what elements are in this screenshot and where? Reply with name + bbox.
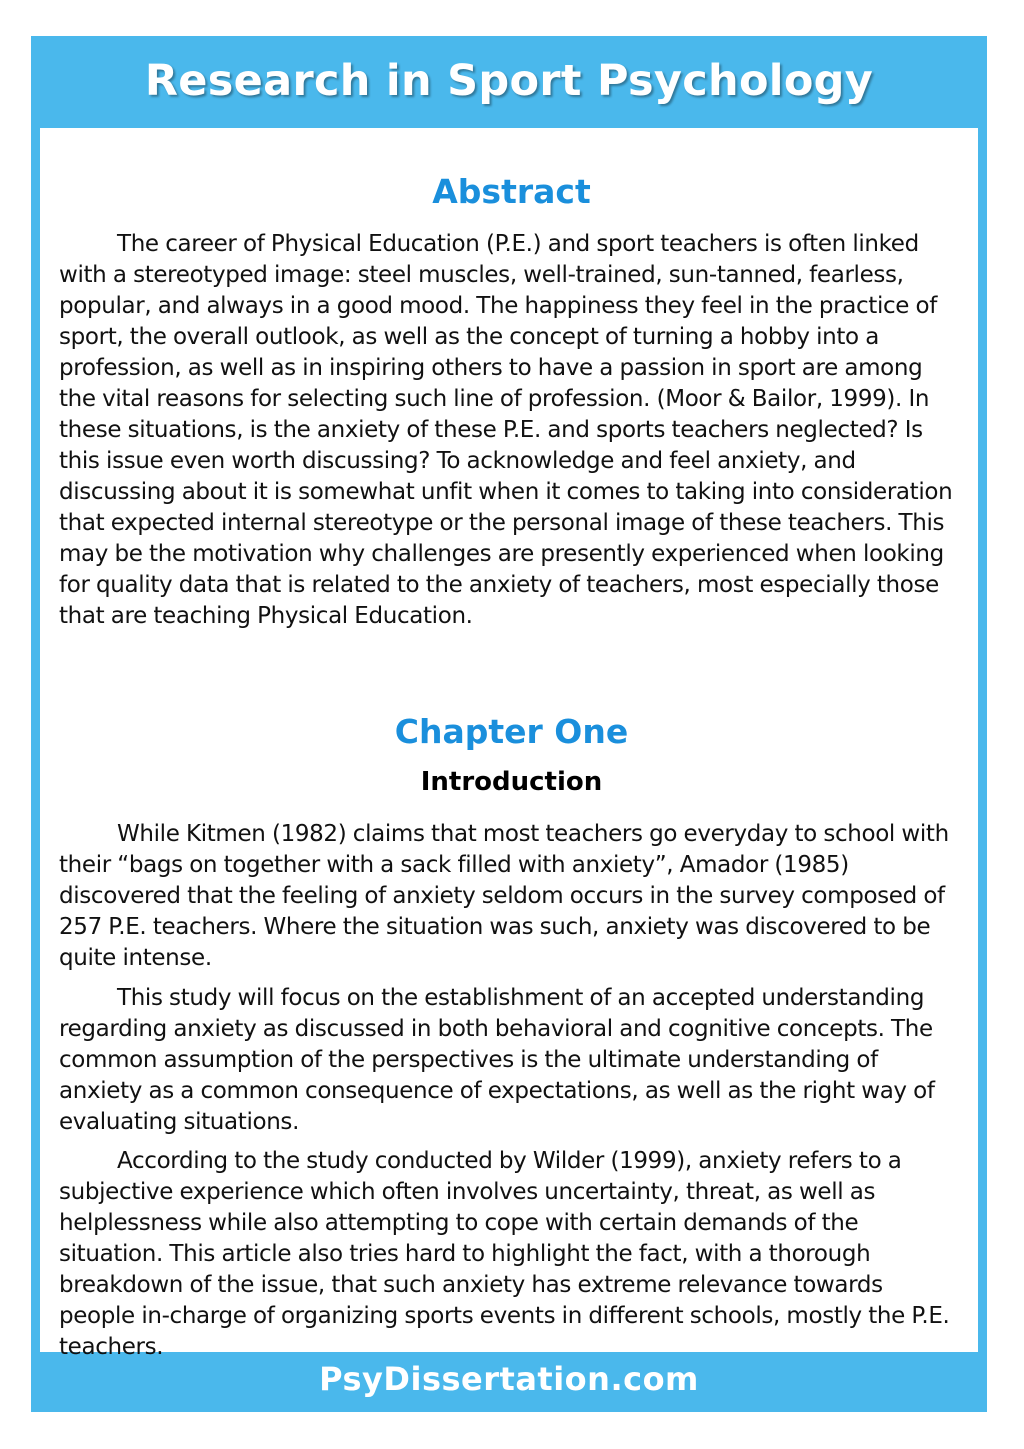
page-title: Research in Sport Psychology xyxy=(144,56,874,106)
abstract-paragraph: The career of Physical Education (P.E.) and sport teachers is often linked with a stereotyped image: steel muscles, well-trained, sun-tanned, fearless, popular, and always in a good mood. The happiness they feel in the practice of sport, the overall outlook, as well as the concept of turning a hobby into a profession, as well as in inspiring others to have a passion in sport are among the vital reasons for selecting such line of profession. (Moor & Bailor, 1999). In these situations, is the anxiety of these P.E. and sports teachers neglected? Is this issue even worth discussing? To acknowledge and feel anxiety, and discussing about it is somewhat unfit when it comes to taking into consideration that expected internal stereotype or the personal image of these teachers. This may be the motivation why challenges are presently experienced when looking for quality data that is related to the anxiety of teachers, most especially those that are teaching Physical Education. xyxy=(59,231,953,629)
footer-band xyxy=(31,1352,987,1412)
intro-paragraph-2: This study will focus on the establishment of an accepted understanding regarding anxiety as discussed in both behavioral and cognitive concepts. The common assumption of the perspectives is the ultimate understanding of anxiety as a common consequence of expectations, as well as the right way of evaluating situations. xyxy=(59,985,935,1135)
document-content xyxy=(40,128,978,1360)
intro-paragraph-1: While Kitmen (1982) claims that most teachers go everyday to school with their “bags on together with a sack filled with anxiety”, Amador (1985) discovered that the feeling of anxiety seldom occurs in the survey composed of 257 P.E. teachers. Where the situation was such, anxiety was discovered to be quite intense. xyxy=(59,821,949,971)
footer-site-name: PsyDissertation.com xyxy=(319,1360,699,1398)
title-band xyxy=(31,36,987,128)
chapter-heading: Chapter One xyxy=(394,712,629,751)
chapter-subheading: Introduction xyxy=(420,767,603,797)
intro-paragraph-3: According to the study conducted by Wilder (1999), anxiety refers to a subjective experience which often involves uncertainty, threat, as well as helplessness while also attempting to cope with certain demands of the situation. This article also tries hard to highlight the fact, with a thorough breakdown of the issue, that such anxiety has extreme relevance towards people in-charge of organizing sports events in different schools, mostly the P.E. teachers. xyxy=(59,1148,950,1360)
page-frame xyxy=(31,36,987,1412)
abstract-heading: Abstract xyxy=(432,172,591,211)
